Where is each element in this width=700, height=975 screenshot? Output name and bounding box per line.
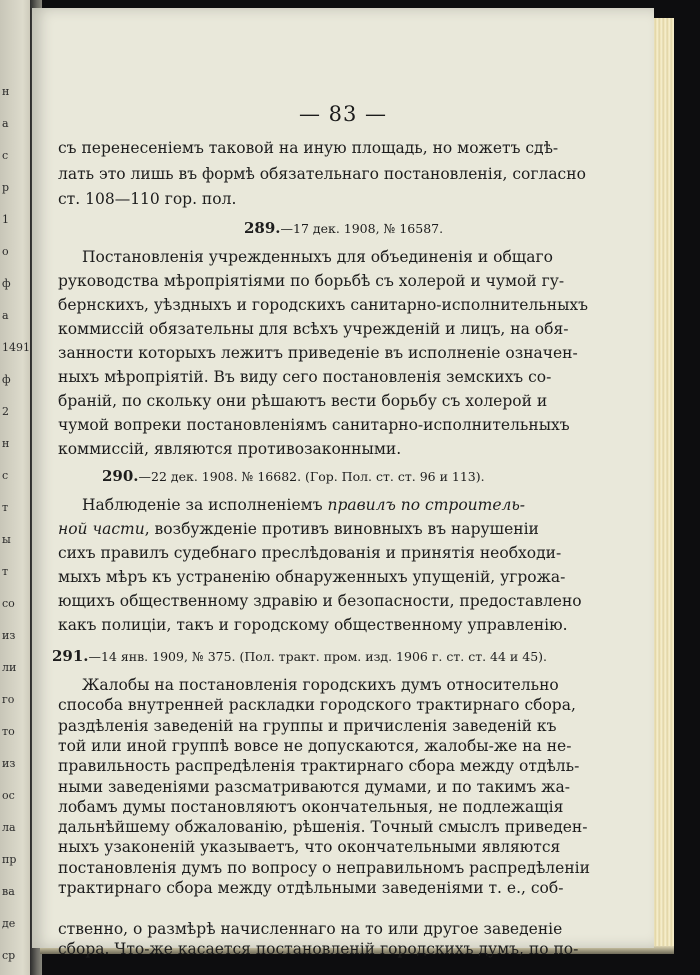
text-line: какъ полиціи, такъ и городскому общественному управленію.: [58, 616, 568, 634]
left-page-fragment: а: [2, 117, 9, 130]
left-page-fragment: т: [2, 565, 9, 578]
left-page-fragment: ва: [2, 885, 15, 898]
entry-date: —17 дек. 1908, № 16587.: [280, 221, 444, 236]
left-page-fragment: 1: [2, 213, 9, 226]
left-page-fragment: ф: [2, 277, 11, 290]
text-line: сихъ правилъ судебнаго преслѣдованія и принятія необходи-: [58, 544, 562, 562]
left-page-fragment: с: [2, 149, 9, 162]
italic-text: правилъ по строитель-: [327, 496, 526, 514]
left-page-fragment: н: [2, 437, 10, 450]
entry-number: 289.: [244, 219, 281, 237]
left-page-fragment: ос: [2, 789, 15, 802]
left-page-fragment: т: [2, 501, 9, 514]
text-line: лобамъ думы постановляютъ окончательныя, не подлежащія: [58, 797, 564, 816]
left-page-fragment: р: [2, 181, 10, 194]
text-line: коммиссій обязательны для всѣхъ учрежденій и лицъ, на обя-: [58, 320, 569, 338]
text-line: ныхъ мѣропріятій. Въ виду сего постановленія земскихъ со-: [58, 368, 552, 386]
text-line: сбора. Что-же касается постановленій городскихъ думъ, по по-: [58, 939, 579, 958]
text-line: мыхъ мѣръ къ устраненію обнаруженныхъ упущеній, угрожа-: [58, 568, 566, 586]
left-page-fragment: с: [2, 469, 9, 482]
left-page-fragment: ли: [2, 661, 17, 674]
left-page-fragment: ы: [2, 533, 11, 546]
left-page-fragment: 1491: [2, 341, 30, 354]
text-line: той или иной группѣ вовсе не допускаются, жалобы-же на не-: [58, 736, 572, 755]
text-line: способа внутренней раскладки городского трактирнаго сбора,: [58, 696, 576, 715]
text-line: трактирнаго сбора между отдѣльными заведеніями т. е., соб-: [58, 879, 564, 897]
entry-date: —14 янв. 1909, № 375. (Пол. тракт. пром. изд. 1906 г. ст. ст. 44 и 45).: [88, 649, 547, 664]
text-span: Наблюденіе за исполненіемъ: [82, 496, 328, 514]
entry-number: 290.: [102, 467, 139, 485]
left-page-fragment: ср: [2, 949, 16, 962]
left-page-fragment: а: [2, 309, 9, 322]
left-page-fragment: н: [2, 85, 10, 98]
text-line: ныхъ узаконеній указываетъ, что окончательными являются: [58, 838, 561, 857]
text-line: занности которыхъ лежитъ приведеніе въ исполненіе означен-: [58, 344, 578, 362]
text-line: раздѣленія заведеній на группы и причисленія заведеній къ: [58, 716, 557, 735]
left-page-fragment: де: [2, 917, 16, 930]
text-line: руководства мѣропріятіями по борьбѣ съ холерой и чумой гу-: [58, 272, 565, 290]
text-line: лать это лишь въ формѣ обязательнаго постановленія, согласно: [58, 165, 586, 183]
italic-text: ной части: [58, 520, 145, 538]
entry-number: 291.: [52, 647, 89, 665]
page-edges: [652, 18, 674, 948]
text-line: бернскихъ, уѣздныхъ и городскихъ санитарно-исполнительныхъ: [58, 296, 589, 314]
text-line: съ перенесеніемъ таковой на иную площадь, но можетъ сдѣ-: [58, 139, 559, 157]
left-page-fragment: со: [2, 597, 15, 610]
entry-header: [244, 221, 443, 236]
text-span: , возбужденіе противъ виновныхъ въ нарушеніи: [144, 520, 539, 538]
entry-date: —22 дек. 1908. № 16682. (Гор. Пол. ст. ст. 96 и 113).: [138, 469, 485, 484]
left-page-fragment: о: [2, 245, 9, 258]
left-page-fragment: ла: [2, 821, 16, 834]
text-line: Постановленія учрежденныхъ для объединенія и общаго: [82, 248, 553, 266]
text-line: дальнѣйшему обжалованію, рѣшенія. Точный смыслъ приведен-: [58, 818, 588, 837]
text-line: [58, 520, 539, 538]
text-line: ственно, о размѣрѣ начисленнаго на то или другое заведеніе: [58, 919, 563, 938]
left-page-fragment: из: [2, 757, 16, 770]
text-line: [82, 496, 526, 514]
text-line: ными заведеніями разсматриваются думами, и по такимъ жа-: [58, 777, 570, 796]
book-page: [32, 8, 654, 958]
text-line: постановленія думъ по вопросу о неправильномъ распредѣленіи: [58, 858, 590, 877]
entry-header: [102, 469, 485, 484]
left-page-fragment: го: [2, 693, 15, 706]
left-page-fragment: пр: [2, 853, 17, 866]
text-line: браній, по скольку они рѣшаютъ вести борьбу съ холерой и: [58, 392, 548, 410]
text-line: коммиссій, являются противозаконными.: [58, 440, 402, 458]
left-page-fragment: из: [2, 629, 16, 642]
entry-header: [52, 649, 547, 664]
page-number: — 83 —: [298, 102, 388, 126]
text-line: Жалобы на постановленія городскихъ думъ относительно: [82, 676, 559, 694]
text-line: чумой вопреки постановленіямъ санитарно-исполнительныхъ: [58, 416, 570, 434]
left-page-fragment: то: [2, 725, 15, 738]
left-page-fragment: ф: [2, 373, 11, 386]
text-line: ющихъ общественному здравію и безопасности, предоставлено: [58, 592, 582, 610]
left-page-fragment: 2: [2, 405, 9, 418]
text-line: ст. 108—110 гор. пол.: [58, 190, 237, 208]
text-line: правильность распредѣленія трактирнаго сбора между отдѣль-: [58, 757, 580, 776]
